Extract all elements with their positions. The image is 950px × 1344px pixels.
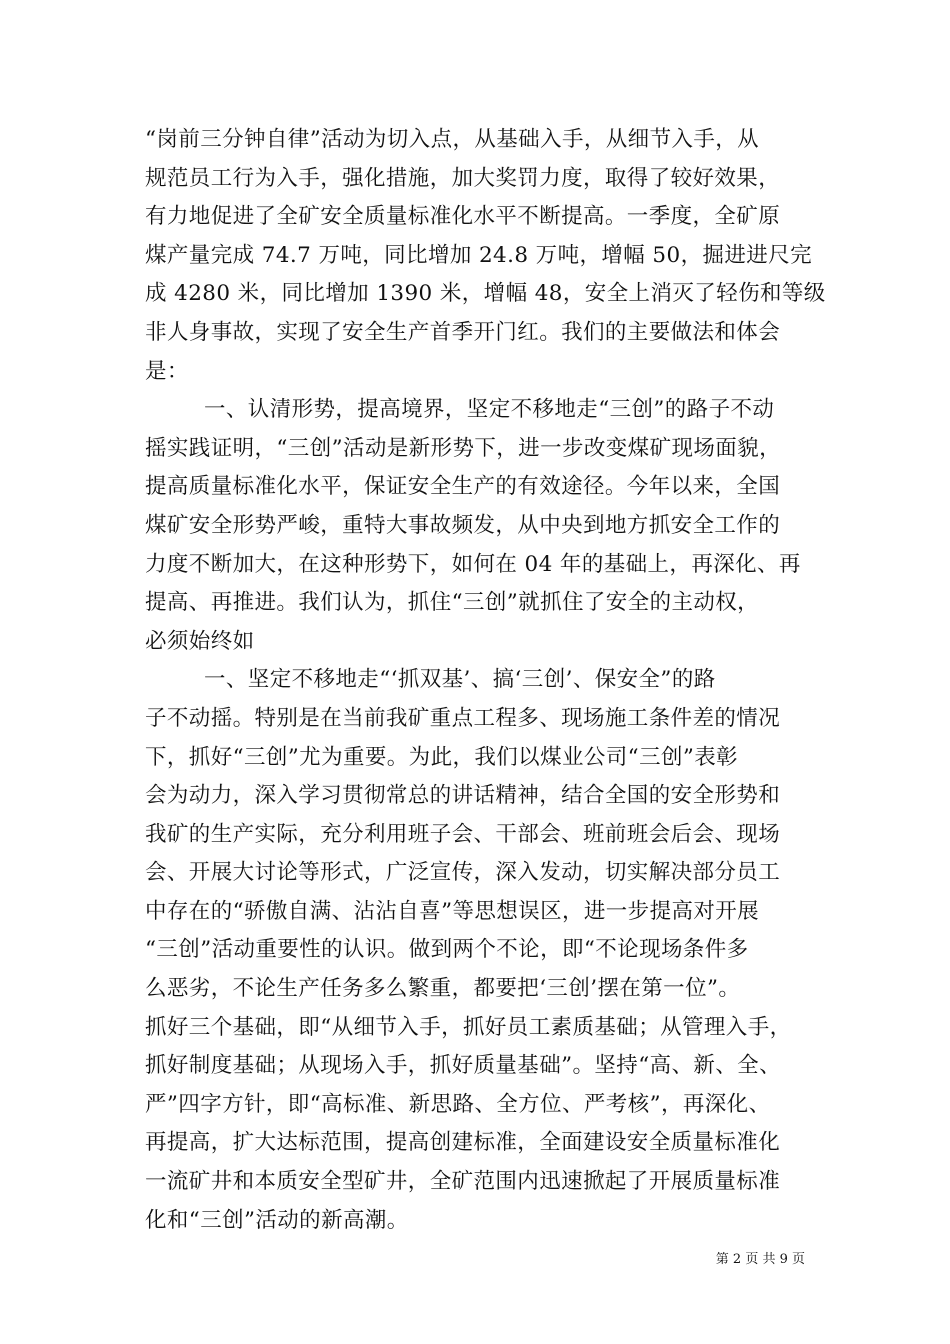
- text-line: 严”四字方针，即“高标准、新思路、全方位、严考核”，再深化、: [145, 1091, 771, 1117]
- page-number: 第 2 页 共 9 页: [715, 1252, 805, 1267]
- text-line: 我矿的生产实际，充分利用班子会、干部会、班前班会后会、现场: [145, 821, 781, 847]
- text-line: 会、开展大讨论等形式，广泛宣传，深入发动，切实解决部分员工: [145, 860, 781, 886]
- text-line: 必须始终如: [145, 628, 255, 654]
- text-line: 中存在的“骄傲自满、沾沾自喜”等思想误区，进一步提高对开展: [145, 898, 760, 924]
- text-line: 会为动力，深入学习贯彻常总的讲话精神，结合全国的安全形势和: [145, 783, 781, 809]
- text-line: 一流矿井和本质安全型矿井，全矿范围内迅速掀起了开展质量标准: [145, 1169, 781, 1195]
- text-line: 子不动摇。特别是在当前我矿重点工程多、现场施工条件差的情况: [145, 705, 781, 731]
- text-line: 么恶劣，不论生产任务多么繁重，都要把‘三创’摆在第一位”。: [145, 976, 741, 1002]
- text-line: 提高、再推进。我们认为，抓住“三创”就抓住了安全的主动权，: [145, 590, 760, 616]
- text-line: 煤产量完成 74.7 万吨，同比增加 24.8 万吨，增幅 50，掘进进尺完: [145, 242, 812, 268]
- text-line: 非人身事故，实现了安全生产首季开门红。我们的主要做法和体会: [145, 319, 781, 345]
- paragraph-start-line: 一、认清形势，提高境界，坚定不移地走“三创”的路子不动: [204, 397, 775, 423]
- text-line: “岗前三分钟自律”活动为切入点，从基础入手，从细节入手，从: [145, 127, 760, 152]
- text-line: 下，抓好“三创”尤为重要。为此，我们以煤业公司“三创”表彰: [145, 744, 739, 770]
- text-line: 摇实践证明，“三创”活动是新形势下，进一步改变煤矿现场面貌，: [145, 435, 781, 461]
- text-line: 力度不断加大，在这种形势下，如何在 04 年的基础上，再深化、再: [145, 551, 801, 577]
- paragraph-start-line: 一、坚定不移地走“‘抓双基’、搞‘三创’、保安全”的路: [204, 667, 716, 693]
- body-text: [145, 121, 826, 1240]
- text-line: 是：: [145, 358, 189, 384]
- text-line: 煤矿安全形势严峻，重特大事故频发，从中央到地方抓安全工作的: [145, 512, 781, 538]
- text-line: 规范员工行为入手，强化措施，加大奖罚力度，取得了较好效果，: [145, 165, 781, 191]
- text-line: 再提高，扩大达标范围，提高创建标准，全面建设安全质量标准化: [145, 1130, 781, 1156]
- text-line: 提高质量标准化水平，保证安全生产的有效途径。今年以来，全国: [145, 474, 781, 500]
- text-line: 抓好三个基础，即“从细节入手，抓好员工素质基础；从管理入手，: [145, 1014, 792, 1040]
- text-line: “三创”活动重要性的认识。做到两个不论，即“不论现场条件多: [145, 937, 749, 963]
- text-line: 抓好制度基础；从现场入手，抓好质量基础”。坚持“高、新、全、: [145, 1053, 781, 1079]
- text-line: 成 4280 米，同比增加 1390 米，增幅 48，安全上消灭了轻伤和等级: [145, 281, 826, 307]
- text-line: 化和“三创”活动的新高潮。: [145, 1207, 409, 1233]
- text-line: 有力地促进了全矿安全质量标准化水平不断提高。一季度，全矿原: [145, 204, 781, 230]
